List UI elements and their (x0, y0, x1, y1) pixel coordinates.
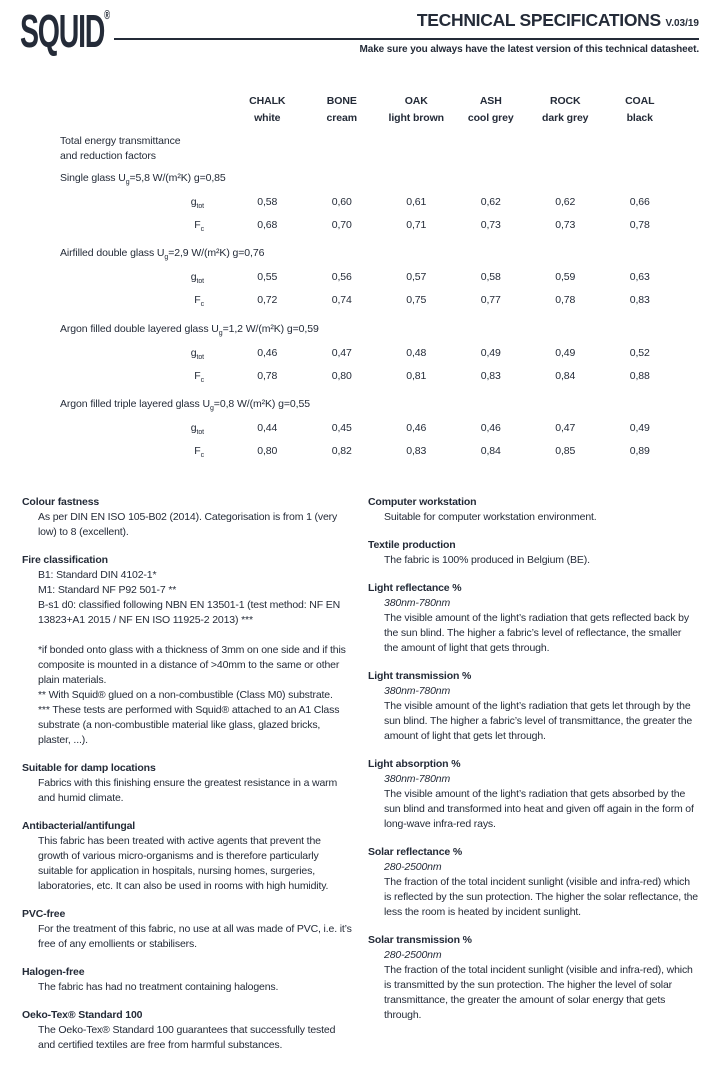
column-header: COAL (625, 95, 655, 107)
value-cell: 0,72 (257, 294, 278, 307)
value-cell: 0,46 (406, 421, 427, 434)
section-paragraph: The fraction of the total incident sunlight (visible and infra-red) which is reflected by the sun protection. The higher the solar reflectance, the less the room is heated by incident sunlight. (384, 876, 698, 919)
value-cell: 0,70 (331, 219, 352, 232)
value-cell: 0,47 (331, 346, 352, 359)
page-header (20, 5, 699, 82)
properties-columns (22, 495, 699, 1066)
value-cell: 0,47 (555, 421, 576, 434)
section-computer-workstation (368, 495, 698, 525)
page-title: TECHNICAL SPECIFICATIONS V.03/19 (416, 10, 699, 30)
value-cell: 0,55 (257, 271, 278, 284)
section-light-reflectance (368, 581, 698, 656)
table-intro-line: Total energy transmittance (60, 135, 181, 147)
column-header: ROCK (549, 95, 581, 107)
table-intro (22, 134, 699, 164)
section-solar-transmission (368, 933, 698, 1023)
section-light-absorption (368, 757, 698, 832)
value-cell: 0,88 (629, 369, 650, 382)
glass-type-label: Airfilled double glass $U_g=2,9$ W/(m²K) g=0,76 (60, 247, 265, 262)
value-cell: 0,71 (406, 219, 427, 232)
value-cell: 0,49 (629, 421, 650, 434)
table-row-fc (22, 442, 699, 465)
section-fire-classification (22, 553, 352, 748)
spectral-range: 280-2500nm (384, 949, 442, 962)
section-light-transmission (368, 669, 698, 744)
glass-type-label: Argon filled triple layered glass $U_g=0,8$ W/(m²K) g=0,55 (60, 397, 310, 412)
glass-type-label: Single glass $U_g=5,8$ W/(m²K) g=0,85 (60, 172, 226, 187)
section-colour-fastness (22, 495, 352, 540)
column-header: BONE (326, 95, 357, 107)
value-cell: 0,44 (257, 421, 278, 434)
table-row-fc (22, 291, 699, 314)
section-heading: Light transmission % (368, 670, 472, 683)
value-cell: 0,78 (257, 369, 278, 382)
column-header: OAK (404, 95, 428, 107)
value-cell: 0,73 (555, 219, 576, 232)
section-paragraph: As per DIN EN ISO 105-B02 (2014). Categorisation is from 1 (very low) to 8 (excellent). (38, 511, 338, 539)
section-heading: Textile production (368, 539, 456, 552)
spectral-range: 380nm-780nm (384, 685, 451, 698)
column-header: CHALK (249, 95, 286, 107)
section-oeko-tex (22, 1008, 352, 1053)
value-cell: 0,83 (480, 369, 501, 382)
header-divider (114, 38, 699, 40)
value-cell: 0,66 (629, 196, 650, 209)
spectral-range: 280-2500nm (384, 861, 442, 874)
section-paragraph: Suitable for computer workstation environment. (384, 511, 597, 524)
value-cell: 0,58 (480, 271, 501, 284)
glass-type-label: Argon filled double layered glass $U_g=1,2$ W/(m²K) g=0,59 (60, 322, 319, 337)
gtot-symbol: $g_{tot}$ (190, 196, 204, 211)
section-heading: Halogen-free (22, 966, 85, 979)
section-solar-reflectance (368, 845, 698, 920)
value-cell: 0,89 (629, 445, 650, 458)
fc-symbol: $F_c$ (194, 445, 204, 460)
table-intro-line: and reduction factors (60, 150, 156, 162)
value-cell: 0,49 (555, 346, 576, 359)
left-column (22, 495, 352, 1066)
header-subtitle: Make sure you always have the latest version of this technical datasheet. (359, 44, 699, 55)
value-cell: 0,46 (257, 346, 278, 359)
section-heading: Light reflectance % (368, 582, 462, 595)
value-cell: 0,59 (555, 271, 576, 284)
section-paragraph: For the treatment of this fabric, no use at all was made of PVC, i.e. it’s free of any emollients or stabilisers. (38, 923, 352, 951)
section-paragraph: B-s1 d0: classified following NBN EN 13501-1 (test method: NF EN 13823+A1 2015 / NF EN ISO 11925-2 2013) *** (38, 599, 341, 627)
gtot-symbol: $g_{tot}$ (190, 421, 204, 437)
value-cell: 0,81 (406, 369, 427, 382)
value-cell: 0,57 (406, 271, 427, 284)
section-paragraph: The fabric has had no treatment containing halogens. (38, 981, 279, 994)
table-row-fc (22, 367, 699, 390)
value-cell: 0,80 (257, 445, 278, 458)
column-subheader: light brown (388, 112, 444, 124)
spectral-range: 380nm-780nm (384, 597, 451, 610)
value-cell: 0,73 (480, 219, 501, 232)
section-heading: Light absorption % (368, 758, 461, 771)
section-heading: Solar reflectance % (368, 846, 463, 859)
value-cell: 0,74 (331, 294, 352, 307)
column-header: ASH (479, 95, 502, 107)
footnote-paragraph: *** These tests are performed with Squid® attached to an A1 Class substrate (a non-combustible material like glass, glazed bricks, plaster, ...). (38, 704, 340, 747)
value-cell: 0,61 (406, 196, 427, 209)
value-cell: 0,83 (406, 445, 427, 458)
section-paragraph: The fabric is 100% produced in Belgium (BE). (384, 554, 590, 567)
value-cell: 0,45 (331, 421, 352, 434)
value-cell: 0,84 (555, 369, 576, 382)
value-cell: 0,49 (480, 346, 501, 359)
section-halogen-free (22, 965, 352, 995)
column-subheader: dark grey (542, 112, 589, 124)
gtot-symbol: $g_{tot}$ (190, 346, 204, 361)
section-paragraph: B1: Standard DIN 4102-1* (38, 569, 157, 582)
version-label: V.03/19 (665, 18, 699, 29)
section-heading: Colour fastness (22, 496, 100, 509)
value-cell: 0,82 (331, 445, 352, 458)
table-row-gtot (22, 193, 699, 216)
value-cell: 0,77 (480, 294, 501, 307)
table-header-descs (22, 109, 699, 127)
column-subheader: cool grey (467, 112, 514, 124)
table-row-gtot (22, 419, 699, 442)
section-antibacterial (22, 819, 352, 894)
section-heading: Computer workstation (368, 496, 477, 509)
section-heading: Fire classification (22, 554, 108, 567)
gtot-symbol: $g_{tot}$ (190, 271, 204, 286)
value-cell: 0,46 (480, 421, 501, 434)
section-textile-production (368, 538, 698, 568)
value-cell: 0,48 (406, 346, 427, 359)
value-cell: 0,84 (480, 445, 501, 458)
section-heading: Suitable for damp locations (22, 762, 156, 775)
right-column (368, 495, 698, 1066)
section-heading: PVC-free (22, 908, 66, 921)
value-cell: 0,58 (257, 196, 278, 209)
footnote-paragraph: *if bonded onto glass with a thickness of 3mm on one side and if this composite is mounted in a distance of >40mm to the same or other plain materials. (38, 644, 346, 687)
section-heading: Solar transmission % (368, 934, 472, 947)
fc-symbol: $F_c$ (194, 219, 204, 234)
value-cell: 0,80 (331, 369, 352, 382)
section-paragraph: This fabric has been treated with active agents that prevent the growth of various micro-organisms and is therefore particularly suitable for application in hospitals, nursing homes, surgeries, laboratories, etc. It can also be used in rooms with high humidity. (38, 835, 329, 893)
energy-transmittance-table (22, 94, 699, 465)
value-cell: 0,63 (629, 271, 650, 284)
section-paragraph: The Oeko-Tex® Standard 100 guarantees that successfully tested and certified textiles are free from harmful substances. (38, 1024, 336, 1052)
value-cell: 0,62 (555, 196, 576, 209)
fc-symbol: $F_c$ (194, 294, 204, 309)
value-cell: 0,68 (257, 219, 278, 232)
value-cell: 0,52 (629, 346, 650, 359)
column-subheader: black (626, 112, 653, 124)
section-heading: Antibacterial/antifungal (22, 820, 136, 833)
value-cell: 0,60 (331, 196, 352, 209)
registered-trademark-icon: ® (104, 7, 111, 22)
table-row-fc (22, 216, 699, 239)
section-heading: Oeko-Tex® Standard 100 (22, 1009, 143, 1022)
value-cell: 0,85 (555, 445, 576, 458)
table-header-names (22, 94, 699, 109)
brand-logo-text: SQUID (20, 5, 105, 57)
fc-symbol: $F_c$ (194, 369, 204, 384)
value-cell: 0,78 (555, 294, 576, 307)
section-damp-locations (22, 761, 352, 806)
column-subheader: white (254, 112, 281, 124)
table-row-gtot (22, 268, 699, 291)
section-paragraph: M1: Standard NF P92 501-7 ** (38, 584, 177, 597)
value-cell: 0,78 (629, 219, 650, 232)
value-cell: 0,75 (406, 294, 427, 307)
column-subheader: cream (326, 112, 357, 124)
brand-logo (20, 5, 111, 57)
section-paragraph: Fabrics with this finishing ensure the greatest resistance in a warm and humid climate. (38, 777, 338, 805)
section-pvc-free (22, 907, 352, 952)
value-cell: 0,56 (331, 271, 352, 284)
table-row-gtot (22, 344, 699, 367)
spectral-range: 380nm-780nm (384, 773, 451, 786)
value-cell: 0,83 (629, 294, 650, 307)
section-paragraph: The visible amount of the light’s radiation that gets reflected back by the sun blind. The higher a fabric’s level of reflectance, the smaller the amount of light that gets through. (384, 612, 689, 655)
section-paragraph: The fraction of the total incident sunlight (visible and infra-red), which is transmitted by the sun protection. The higher the level of solar transmittance, the greater the amount of solar energy that gets through. (384, 964, 693, 1022)
value-cell: 0,62 (480, 196, 501, 209)
section-paragraph: The visible amount of the light’s radiation that gets absorbed by the sun blind and transformed into heat and given off again in the form of long-wave infra-red rays. (384, 788, 694, 831)
footnote-paragraph: ** With Squid® glued on a non-combustible (Class M0) substrate. (38, 689, 333, 702)
section-paragraph: The visible amount of the light’s radiation that gets let through by the sun blind. The higher a fabric’s level of transmittance, the greater the amount of light that gets let through. (384, 700, 693, 743)
